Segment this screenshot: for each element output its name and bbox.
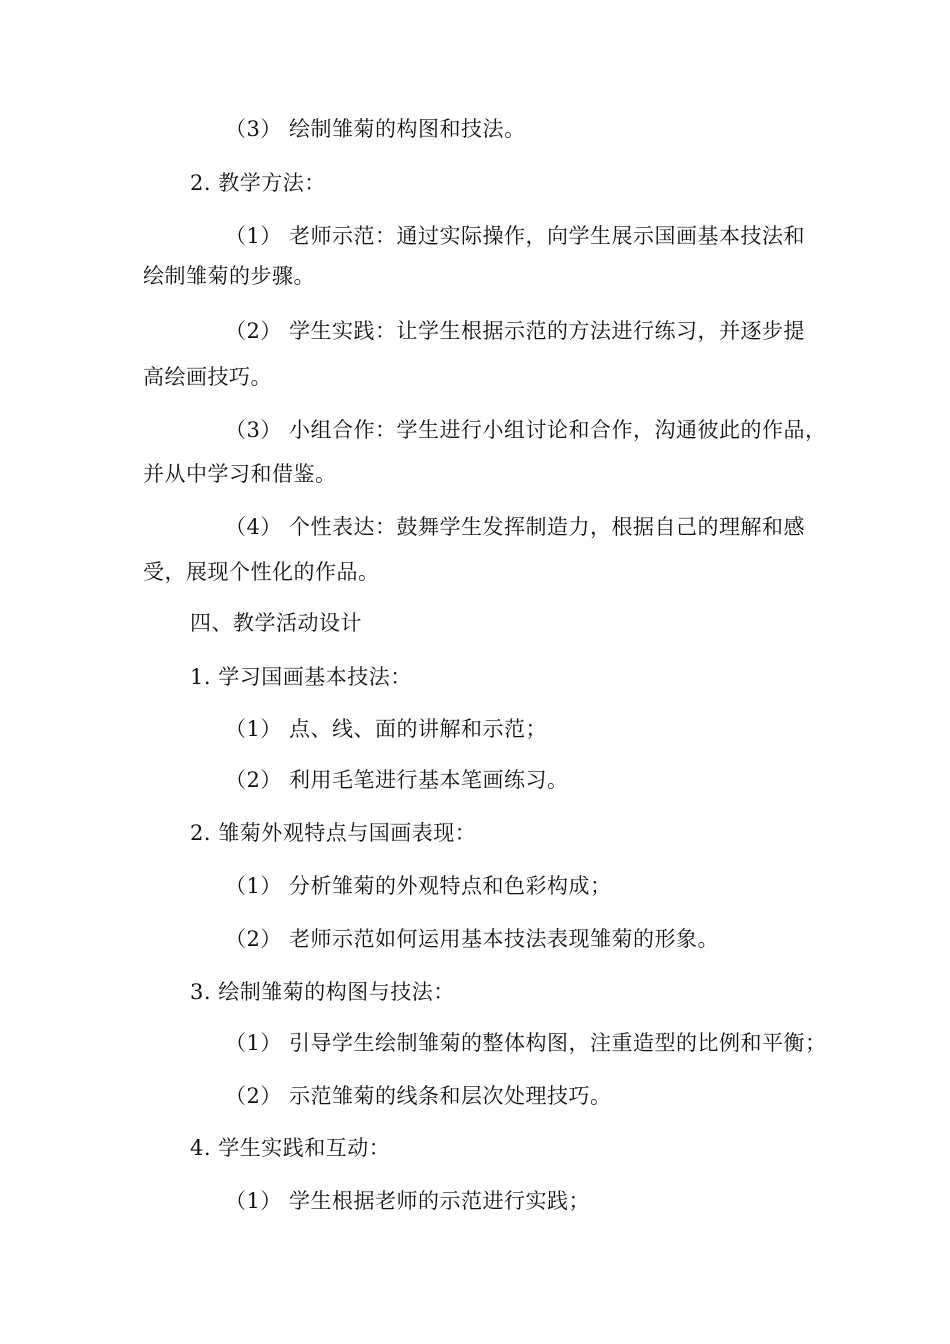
paragraph-line: （2） 利用毛笔进行基本笔画练习。	[225, 768, 569, 792]
paragraph-line: （2） 学生实践：让学生根据示范的方法进行练习，并逐步提	[225, 319, 806, 343]
paragraph-line: （1） 引导学生绘制雏菊的整体构图，注重造型的比例和平衡；	[225, 1031, 827, 1055]
paragraph-line: （4） 个性表达：鼓舞学生发挥制造力，根据自己的理解和感	[225, 515, 806, 539]
paragraph-line: （1） 分析雏菊的外观特点和色彩构成；	[225, 874, 612, 898]
paragraph-line: （3） 小组合作：学生进行小组讨论和合作，沟通彼此的作品，	[225, 418, 827, 442]
paragraph-line: 高绘画技巧。	[143, 365, 272, 389]
paragraph-line: （1） 学生根据老师的示范进行实践；	[225, 1189, 591, 1213]
section-heading: 四、教学活动设计	[190, 611, 362, 635]
section-item: 2. 教学方法：	[190, 171, 326, 195]
paragraph-line: 绘制雏菊的步骤。	[143, 264, 315, 288]
paragraph-line: （1） 老师示范：通过实际操作，向学生展示国画基本技法和	[225, 224, 806, 248]
section-item: 2. 雏菊外观特点与国画表现：	[190, 821, 477, 845]
paragraph-line: （2） 示范雏菊的线条和层次处理技巧。	[225, 1084, 612, 1108]
paragraph-line: （2） 老师示范如何运用基本技法表现雏菊的形象。	[225, 927, 720, 951]
paragraph-line: 受，展现个性化的作品。	[143, 560, 380, 584]
section-item: 4. 学生实践和互动：	[190, 1136, 391, 1160]
paragraph-line: （3） 绘制雏菊的构图和技法。	[225, 117, 526, 141]
paragraph-line: 并从中学习和借鉴。	[143, 462, 337, 486]
section-item: 3. 绘制雏菊的构图与技法：	[190, 980, 455, 1004]
paragraph-line: （1） 点、线、面的讲解和示范；	[225, 717, 548, 741]
section-item: 1. 学习国画基本技法：	[190, 665, 412, 689]
